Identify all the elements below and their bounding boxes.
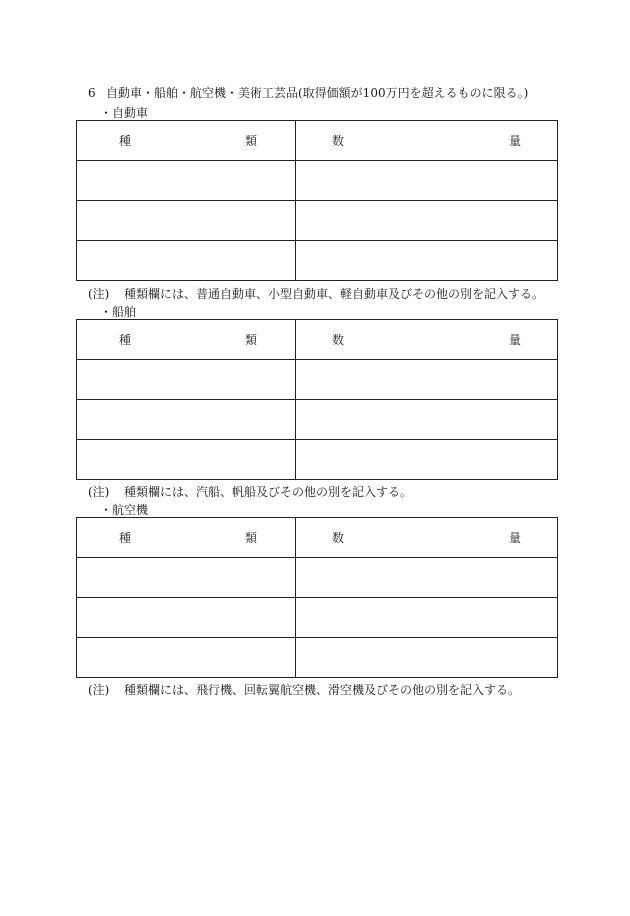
quantity-cell[interactable] xyxy=(296,161,558,201)
aircraft-note xyxy=(88,681,520,698)
table-header-row xyxy=(77,121,558,161)
ship-note xyxy=(88,483,412,500)
table-row xyxy=(77,598,558,638)
kind-cell[interactable] xyxy=(77,558,296,598)
section-number: 6 xyxy=(88,86,96,100)
table-header-row xyxy=(77,518,558,558)
quantity-header-char-2: 量 xyxy=(508,531,521,545)
table-row xyxy=(77,440,558,480)
quantity-header-char-1: 数 xyxy=(332,333,345,347)
note-text: 種類欄には、飛行機、回転翼航空機、滑空機及びその他の別を記入する。 xyxy=(124,683,521,697)
kind-header-char-2: 類 xyxy=(244,333,257,347)
automobile-table xyxy=(76,120,558,281)
quantity-cell[interactable] xyxy=(296,400,558,440)
kind-cell[interactable] xyxy=(77,440,296,480)
kind-header-cell xyxy=(77,518,296,558)
note-tag: (注) xyxy=(88,287,110,301)
table-row xyxy=(77,360,558,400)
quantity-cell[interactable] xyxy=(296,201,558,241)
table-row xyxy=(77,241,558,281)
quantity-header-char-2: 量 xyxy=(508,333,521,347)
table-row xyxy=(77,201,558,241)
subsection-label-aircraft: ・航空機 xyxy=(100,503,149,517)
quantity-cell[interactable] xyxy=(296,360,558,400)
table-row xyxy=(77,161,558,201)
kind-header-char-2: 類 xyxy=(244,531,257,545)
note-tag: (注) xyxy=(88,485,110,499)
kind-cell[interactable] xyxy=(77,161,296,201)
kind-header-cell xyxy=(77,320,296,360)
automobile-note xyxy=(88,285,544,302)
quantity-header-char-1: 数 xyxy=(332,134,345,148)
section-title: 自動車・船舶・航空機・美術工芸品(取得価額が100万円を超えるものに限る。) xyxy=(106,86,529,100)
quantity-cell[interactable] xyxy=(296,598,558,638)
quantity-cell[interactable] xyxy=(296,241,558,281)
kind-cell[interactable] xyxy=(77,598,296,638)
ship-table xyxy=(76,319,558,480)
quantity-header-cell xyxy=(296,121,558,161)
kind-cell[interactable] xyxy=(77,360,296,400)
section-heading xyxy=(88,84,528,101)
quantity-header-cell xyxy=(296,518,558,558)
kind-header-char-2: 類 xyxy=(244,134,257,148)
quantity-header-char-1: 数 xyxy=(332,531,345,545)
aircraft-table xyxy=(76,517,558,678)
kind-header-cell xyxy=(77,121,296,161)
kind-cell[interactable] xyxy=(77,201,296,241)
table-row xyxy=(77,638,558,678)
kind-cell[interactable] xyxy=(77,241,296,281)
kind-header-char-1: 種 xyxy=(119,531,132,545)
subsection-label-automobile: ・自動車 xyxy=(100,106,149,120)
kind-header-char-1: 種 xyxy=(119,134,132,148)
quantity-cell[interactable] xyxy=(296,638,558,678)
table-row xyxy=(77,558,558,598)
kind-cell[interactable] xyxy=(77,400,296,440)
quantity-cell[interactable] xyxy=(296,558,558,598)
table-row xyxy=(77,400,558,440)
kind-cell[interactable] xyxy=(77,638,296,678)
subsection-label-ship: ・船舶 xyxy=(100,305,137,319)
note-text: 種類欄には、普通自動車、小型自動車、軽自動車及びその他の別を記入する。 xyxy=(124,287,545,301)
table-header-row xyxy=(77,320,558,360)
kind-header-char-1: 種 xyxy=(119,333,132,347)
quantity-header-cell xyxy=(296,320,558,360)
note-tag: (注) xyxy=(88,683,110,697)
quantity-cell[interactable] xyxy=(296,440,558,480)
quantity-header-char-2: 量 xyxy=(508,134,521,148)
note-text: 種類欄には、汽船、帆船及びその他の別を記入する。 xyxy=(124,485,413,499)
